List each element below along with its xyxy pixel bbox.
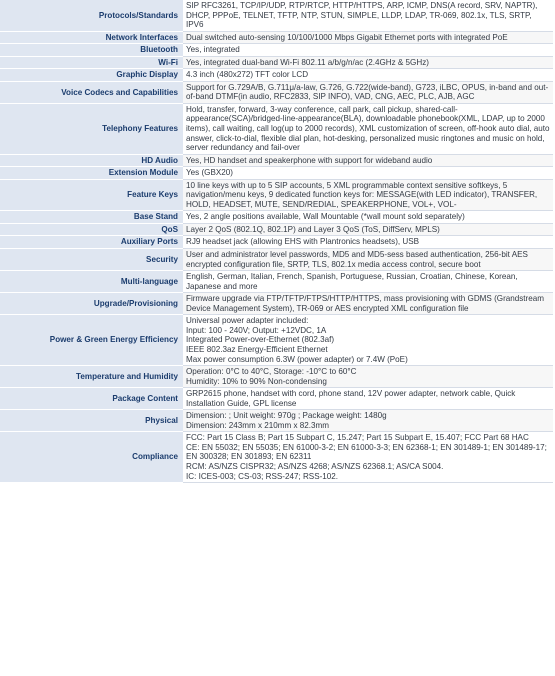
- spec-label: Temperature and Humidity: [0, 366, 183, 388]
- spec-value-line: Input: 100 - 240V; Output: +12VDC, 1A: [186, 325, 327, 335]
- spec-row: [0, 388, 553, 410]
- spec-value-line: Humidity: 10% to 90% Non-condensing: [186, 376, 327, 386]
- spec-value-line: 4.3 inch (480x272) TFT color LCD: [186, 70, 309, 80]
- spec-value-line: Yes, HD handset and speakerphone with support for wideband audio: [186, 155, 433, 165]
- spec-value: [183, 0, 553, 31]
- spec-row: [0, 0, 553, 31]
- spec-label: Graphic Display: [0, 69, 183, 82]
- spec-row: [0, 31, 553, 44]
- spec-value: [183, 223, 553, 236]
- spec-row: [0, 293, 553, 315]
- spec-label: Telephony Features: [0, 103, 183, 154]
- spec-row: [0, 236, 553, 249]
- spec-value-line: Integrated Power-over-Ethernet (802.3af): [186, 335, 335, 345]
- spec-value: [183, 366, 553, 388]
- spec-row: [0, 410, 553, 432]
- spec-row: [0, 56, 553, 69]
- spec-value-line: Max power consumption 6.3W (power adapter) or 7.4W (PoE): [186, 354, 408, 364]
- spec-value: [183, 249, 553, 271]
- spec-value: [183, 154, 553, 167]
- spec-value-line: Dimension: ; Unit weight: 970g ; Package weight: 1480g: [186, 411, 387, 421]
- spec-value: [183, 410, 553, 432]
- spec-label: Physical: [0, 410, 183, 432]
- spec-value-line: Firmware upgrade via FTP/TFTP/FTPS/HTTP/HTTPS, mass provisioning with GDMS (Grandstream Device Management System), TR-069 or AES encrypted XML configuration file: [186, 294, 544, 313]
- spec-value-line: Support for G.729A/B, G.711μ/a-law, G.726, G.722(wide-band), G723, iLBC, OPUS, in-band and out-of-band DTMF(in audio, RFC2833, SIP INFO), VAD, CNG, AEC, PLC, AJB, AGC: [186, 82, 549, 102]
- spec-value-line: 10 line keys with up to 5 SIP accounts, 5 XML programmable context sensitive softkeys, 5 navigation/menu keys, 9 dedicated function keys for: MESSAGE(with LED indicator), TRANSFER, HOLD, HEADSET, MUTE, SEND/REDIAL, SPEAKERPHONE, VOL+, VOL-: [186, 180, 538, 209]
- spec-value: [183, 31, 553, 44]
- spec-value: [183, 432, 553, 483]
- spec-value: [183, 179, 553, 211]
- spec-value-line: Yes, 2 angle positions available, Wall Mountable (*wall mount sold separately): [186, 212, 465, 222]
- spec-value-line: English, German, Italian, French, Spanish, Portuguese, Russian, Croatian, Chinese, Korean, Japanese and more: [186, 272, 518, 291]
- spec-label: Security: [0, 249, 183, 271]
- spec-row: [0, 271, 553, 293]
- spec-value-line: Yes (GBX20): [186, 168, 233, 178]
- spec-row: [0, 103, 553, 154]
- spec-value: [183, 103, 553, 154]
- spec-value-line: SIP RFC3261, TCP/IP/UDP, RTP/RTCP, HTTP/HTTPS, ARP, ICMP, DNS(A record, SRV, NAPTR), DHCP, PPPoE, TELNET, TFTP, NTP, STUN, SIMPLE, LLDP, LDAP, TR-069, 802.1x, TLS, SRTP, IPV6: [186, 1, 538, 30]
- spec-row: [0, 432, 553, 483]
- spec-value: [183, 271, 553, 293]
- spec-row: [0, 366, 553, 388]
- spec-row: [0, 211, 553, 224]
- spec-row: [0, 154, 553, 167]
- spec-value: [183, 293, 553, 315]
- spec-value: [183, 167, 553, 180]
- spec-value-line: CE: EN 55032; EN 55035; EN 61000-3-2; EN 61000-3-3; EN 62368-1; EN 301489-1; EN 301489-17; EN 300328; EN 301893; EN 62311: [186, 442, 547, 462]
- spec-value-line: Yes, integrated: [186, 45, 240, 55]
- spec-value: [183, 44, 553, 57]
- spec-value: [183, 69, 553, 82]
- spec-row: [0, 179, 553, 211]
- spec-label: Power & Green Energy Efficiency: [0, 315, 183, 366]
- spec-row: [0, 167, 553, 180]
- spec-value-line: FCC: Part 15 Class B; Part 15 Subpart C, 15.247; Part 15 Subpart E, 15.407; FCC Part 68 HAC: [186, 433, 529, 443]
- spec-value: [183, 81, 553, 103]
- spec-label: Network Interfaces: [0, 31, 183, 44]
- spec-label: Protocols/Standards: [0, 0, 183, 31]
- spec-value-line: Layer 2 QoS (802.1Q, 802.1P) and Layer 3 QoS (ToS, DiffServ, MPLS): [186, 224, 440, 234]
- spec-value-line: IEEE 802.3az Energy-Efficient Ethernet: [186, 344, 328, 354]
- spec-value: [183, 315, 553, 366]
- spec-value-line: RCM: AS/NZS CISPR32; AS/NZS 4268; AS/NZS 62368.1; AS/CA S004.: [186, 461, 444, 471]
- spec-value: [183, 388, 553, 410]
- spec-row: [0, 223, 553, 236]
- spec-value-line: Universal power adapter included:: [186, 316, 309, 326]
- spec-label: HD Audio: [0, 154, 183, 167]
- spec-label: Package Content: [0, 388, 183, 410]
- spec-label: Wi-Fi: [0, 56, 183, 69]
- spec-row: [0, 249, 553, 271]
- spec-value-line: IC: ICES-003; CS-03; RSS-247; RSS-102.: [186, 471, 339, 481]
- spec-label: Compliance: [0, 432, 183, 483]
- spec-value-line: RJ9 headset jack (allowing EHS with Plantronics headsets), USB: [186, 237, 420, 247]
- spec-label: QoS: [0, 223, 183, 236]
- spec-value: [183, 211, 553, 224]
- spec-label: Extension Module: [0, 167, 183, 180]
- spec-label: Voice Codecs and Capabilities: [0, 81, 183, 103]
- spec-value-line: Hold, transfer, forward, 3-way conference, call park, call pickup, shared-call-appearance(SCA)/bridged-line-appearance(BLA), downloadable phonebook(XML, LDAP, up to 2000 items), call waiting, call log(up to 2000 records), XML customization of screen, off-hook auto dial, auto answer, click-to-dial, flexible dial plan, hot-desking, personalized music ringtones and music on hold, server redundancy and fail-over: [186, 104, 550, 153]
- spec-label: Auxiliary Ports: [0, 236, 183, 249]
- spec-value-line: User and administrator level passwords, MD5 and MD5-sess based authentication, 256-bit AES encrypted configuration file, SRTP, TLS, 802.1x media access control, secure boot: [186, 250, 528, 269]
- spec-label: Bluetooth: [0, 44, 183, 57]
- spec-value-line: GRP2615 phone, handset with cord, phone stand, 12V power adapter, network cable, Quick Installation Guide, GPL license: [186, 389, 516, 408]
- spec-label: Base Stand: [0, 211, 183, 224]
- spec-label: Feature Keys: [0, 179, 183, 211]
- spec-value-line: Dual switched auto-sensing 10/100/1000 Mbps Gigabit Ethernet ports with integrated PoE: [186, 32, 508, 42]
- spec-label: Upgrade/Provisioning: [0, 293, 183, 315]
- spec-row: [0, 315, 553, 366]
- spec-value: [183, 236, 553, 249]
- spec-value-line: Yes, integrated dual-band Wi-Fi 802.11 a/b/g/n/ac (2.4GHz & 5GHz): [186, 57, 429, 67]
- spec-value: [183, 56, 553, 69]
- spec-label: Multi-language: [0, 271, 183, 293]
- spec-value-line: Dimension: 243mm x 210mm x 82.3mm: [186, 420, 330, 430]
- spec-value-line: Operation: 0°C to 40°C, Storage: -10°C to 60°C: [186, 367, 357, 377]
- spec-row: [0, 44, 553, 57]
- spec-row: [0, 69, 553, 82]
- spec-row: [0, 81, 553, 103]
